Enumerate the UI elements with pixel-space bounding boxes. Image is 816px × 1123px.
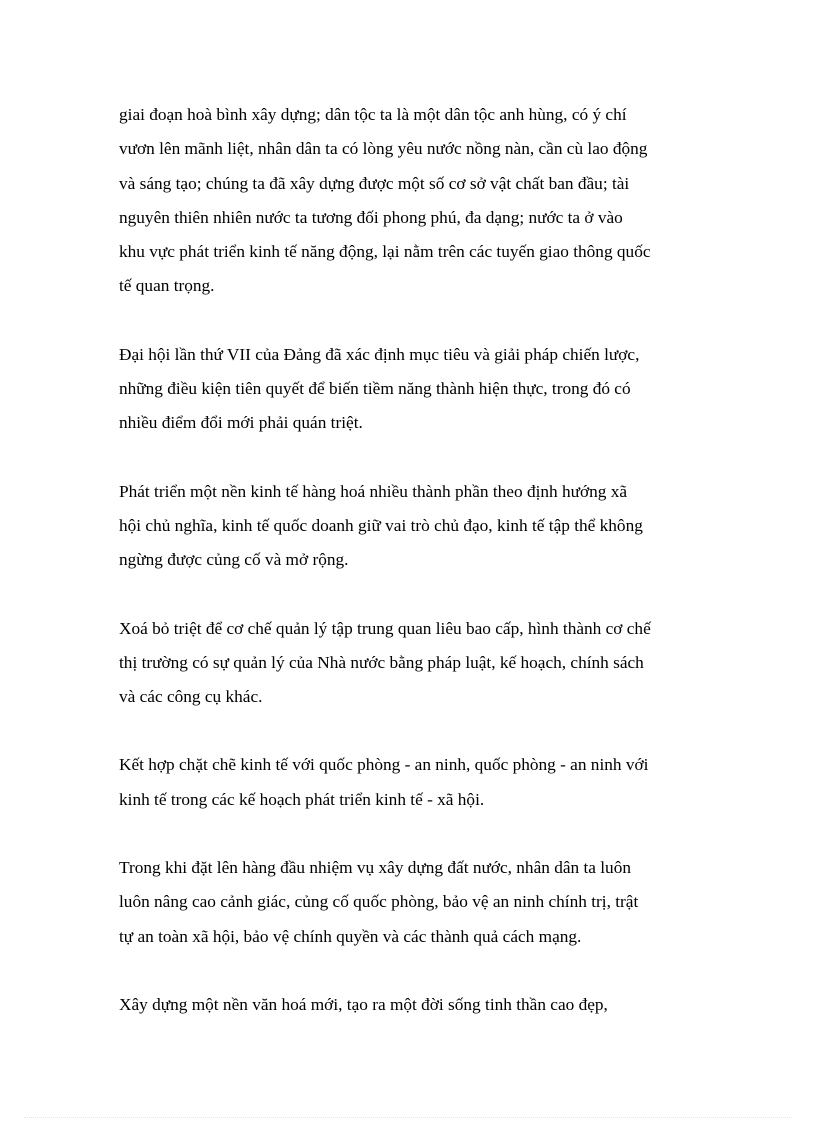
text-line: và sáng tạo; chúng ta đã xây dựng được một số cơ sở vật chất ban đầu; tài (119, 173, 630, 193)
paragraph-4 (119, 612, 719, 715)
text-line: khu vực phát triển kinh tế năng động, lại nằm trên các tuyến giao thông quốc (119, 242, 651, 262)
text-line: tự an toàn xã hội, bảo vệ chính quyền và các thành quả cách mạng. (119, 926, 582, 946)
text-line: Phát triển một nền kinh tế hàng hoá nhiều thành phần theo định hướng xã (119, 481, 628, 501)
text-line: nguyên thiên nhiên nước ta tương đối phong phú, đa dạng; nước ta ở vào (119, 207, 623, 227)
text-line: hội chủ nghĩa, kinh tế quốc doanh giữ vai trò chủ đạo, kinh tế tập thể không (119, 515, 643, 535)
paragraph-6 (119, 851, 719, 954)
paragraph-2 (119, 338, 719, 441)
text-line: luôn nâng cao cảnh giác, củng cố quốc phòng, bảo vệ an ninh chính trị, trật (119, 892, 639, 912)
text-line: Xoá bỏ triệt để cơ chế quản lý tập trung quan liêu bao cấp, hình thành cơ chế (119, 618, 651, 638)
text-line: Trong khi đặt lên hàng đầu nhiệm vụ xây dựng đất nước, nhân dân ta luôn (119, 858, 631, 878)
text-line: thị trường có sự quản lý của Nhà nước bằng pháp luật, kế hoạch, chính sách (119, 652, 644, 672)
paragraph-5 (119, 748, 719, 817)
text-line: ngừng được củng cố và mở rộng. (119, 550, 349, 570)
page-bottom-divider (24, 1117, 792, 1118)
paragraph-3 (119, 475, 719, 578)
document-body (119, 98, 719, 1056)
text-line: Xây dựng một nền văn hoá mới, tạo ra một đời sống tinh thần cao đẹp, (119, 994, 608, 1014)
text-line: tế quan trọng. (119, 276, 215, 296)
paragraph-7 (119, 988, 719, 1022)
paragraph-1 (119, 98, 719, 304)
text-line: và các công cụ khác. (119, 687, 263, 707)
text-line: nhiều điểm đổi mới phải quán triệt. (119, 413, 363, 433)
text-line: Đại hội lần thứ VII của Đảng đã xác định mục tiêu và giải pháp chiến lược, (119, 344, 640, 364)
text-line: vươn lên mãnh liệt, nhân dân ta có lòng yêu nước nồng nàn, cần cù lao động (119, 139, 648, 159)
text-line: Kết hợp chặt chẽ kinh tế với quốc phòng - an ninh, quốc phòng - an ninh với (119, 755, 649, 775)
text-line: giai đoạn hoà bình xây dựng; dân tộc ta là một dân tộc anh hùng, có ý chí (119, 105, 627, 124)
text-line: những điều kiện tiên quyết để biến tiềm năng thành hiện thực, trong đó có (119, 379, 631, 399)
text-line: kinh tế trong các kế hoạch phát triển kinh tế - xã hội. (119, 789, 485, 809)
